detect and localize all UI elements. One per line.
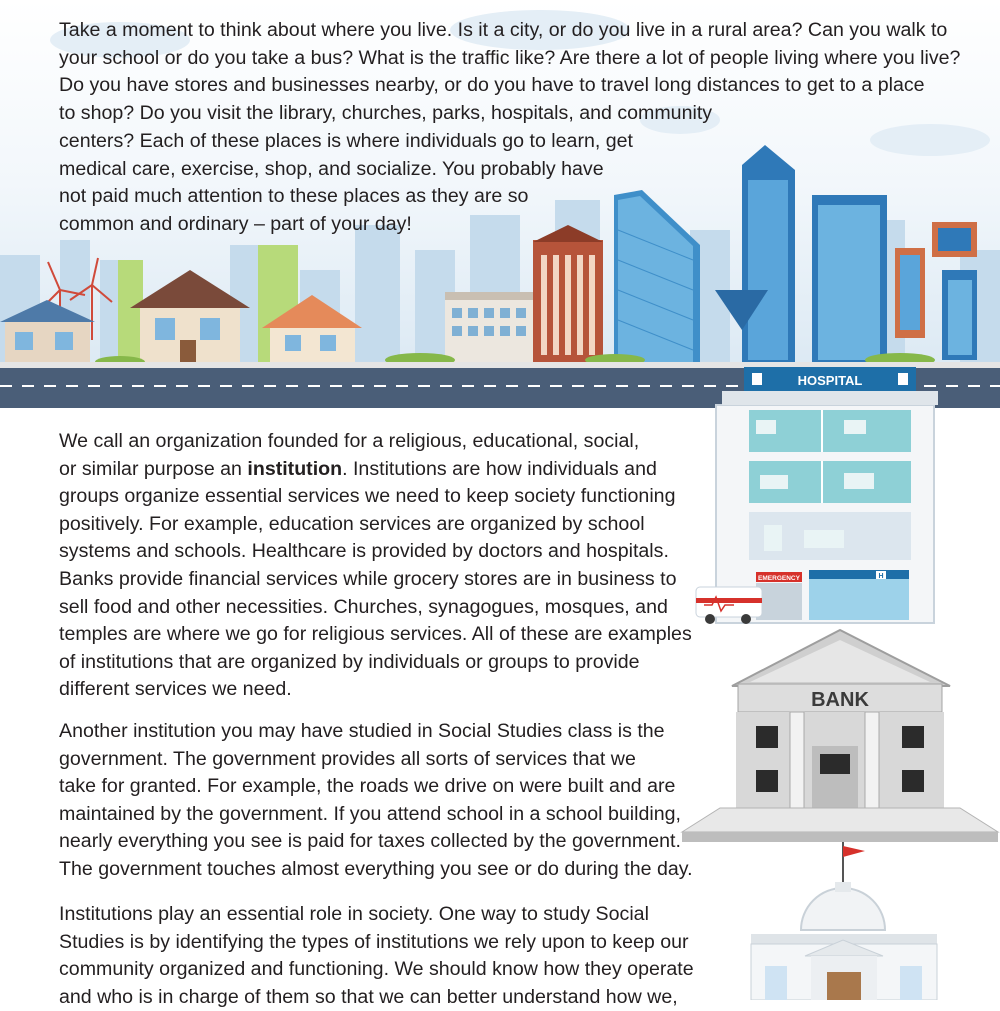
- intro-line: Take a moment to think about where you live. Is it a city, or do you live in a rural area? Can you walk to: [59, 19, 948, 41]
- paragraph-line: [59, 456, 679, 484]
- paragraph-line: of institutions that are organized by individuals or groups to provide: [59, 650, 640, 673]
- paragraph-line: positively. For example, education services are organized by school: [59, 512, 645, 535]
- paragraph-line: We call an organization founded for a religious, educational, social,: [59, 430, 640, 452]
- government-building-illustration: [745, 840, 945, 1000]
- hospital-door-sign: H: [878, 573, 884, 580]
- intro-line: centers? Each of these places is where individuals go to learn, get: [59, 129, 633, 152]
- intro-line: your school or do you take a bus? What is the traffic like? Are there a lot of people living where you live?: [59, 46, 961, 69]
- intro-line: medical care, exercise, shop, and socialize. You probably have: [59, 157, 604, 180]
- paragraph-line: Another institution you may have studied in Social Studies class is the: [59, 720, 665, 742]
- paragraph-line: The government touches almost everything you see or do during the day.: [59, 857, 693, 880]
- paragraph-line: temples are where we go for religious services. All of these are examples: [59, 623, 692, 646]
- paragraph-line: different services we need.: [59, 678, 292, 701]
- paragraph-line: community organized and functioning. We should know how they operate: [59, 958, 694, 981]
- paragraph-line: maintained by the government. If you attend school in a school building,: [59, 802, 681, 825]
- paragraph-line: Banks provide financial services while grocery stores are in business to: [59, 567, 677, 590]
- bank-illustration: [680, 628, 1000, 846]
- paragraph-line: and who is in charge of them so that we can better understand how we,: [59, 985, 678, 1008]
- paragraph-line: nearly everything you see is paid for taxes collected by the government.: [59, 830, 681, 853]
- capitol-building-icon: [745, 840, 945, 1000]
- hospital-building-icon: [694, 365, 944, 627]
- paragraph-text: . Institutions are how individuals and: [342, 457, 657, 480]
- paragraph-line: Studies is by identifying the types of institutions we rely upon to keep our: [59, 930, 689, 953]
- paragraph-line: government. The government provides all sorts of services that we: [59, 747, 636, 770]
- intro-paragraph: [59, 17, 959, 239]
- bank-building-icon: [680, 628, 1000, 846]
- intro-line: common and ordinary – part of your day!: [59, 212, 412, 235]
- bank-sign: BANK: [811, 689, 869, 711]
- intro-line: Do you have stores and businesses nearby, or do you have to travel long distances to get to a place: [59, 74, 925, 97]
- government-paragraph: [59, 718, 693, 884]
- paragraph-text: or similar purpose an: [59, 457, 248, 480]
- paragraph-line: take for granted. For example, the roads we drive on were built and are: [59, 775, 676, 798]
- hospital-sign: HOSPITAL: [797, 373, 863, 388]
- paragraph-line: Institutions play an essential role in society. One way to study Social: [59, 903, 649, 925]
- institution-term: institution: [247, 457, 343, 480]
- hospital-illustration: [694, 365, 944, 627]
- paragraph-line: sell food and other necessities. Churches, synagogues, mosques, and: [59, 595, 668, 618]
- intro-line: to shop? Do you visit the library, churches, parks, hospitals, and community: [59, 102, 713, 125]
- emergency-sign: EMERGENCY: [758, 575, 800, 582]
- intro-line: not paid much attention to these places as they are so: [59, 185, 529, 208]
- institution-paragraph: [59, 428, 692, 704]
- role-paragraph: [59, 901, 694, 1011]
- paragraph-line: systems and schools. Healthcare is provided by doctors and hospitals.: [59, 540, 669, 563]
- flag-icon: [843, 846, 865, 857]
- paragraph-line: groups organize essential services we need to keep society functioning: [59, 485, 676, 508]
